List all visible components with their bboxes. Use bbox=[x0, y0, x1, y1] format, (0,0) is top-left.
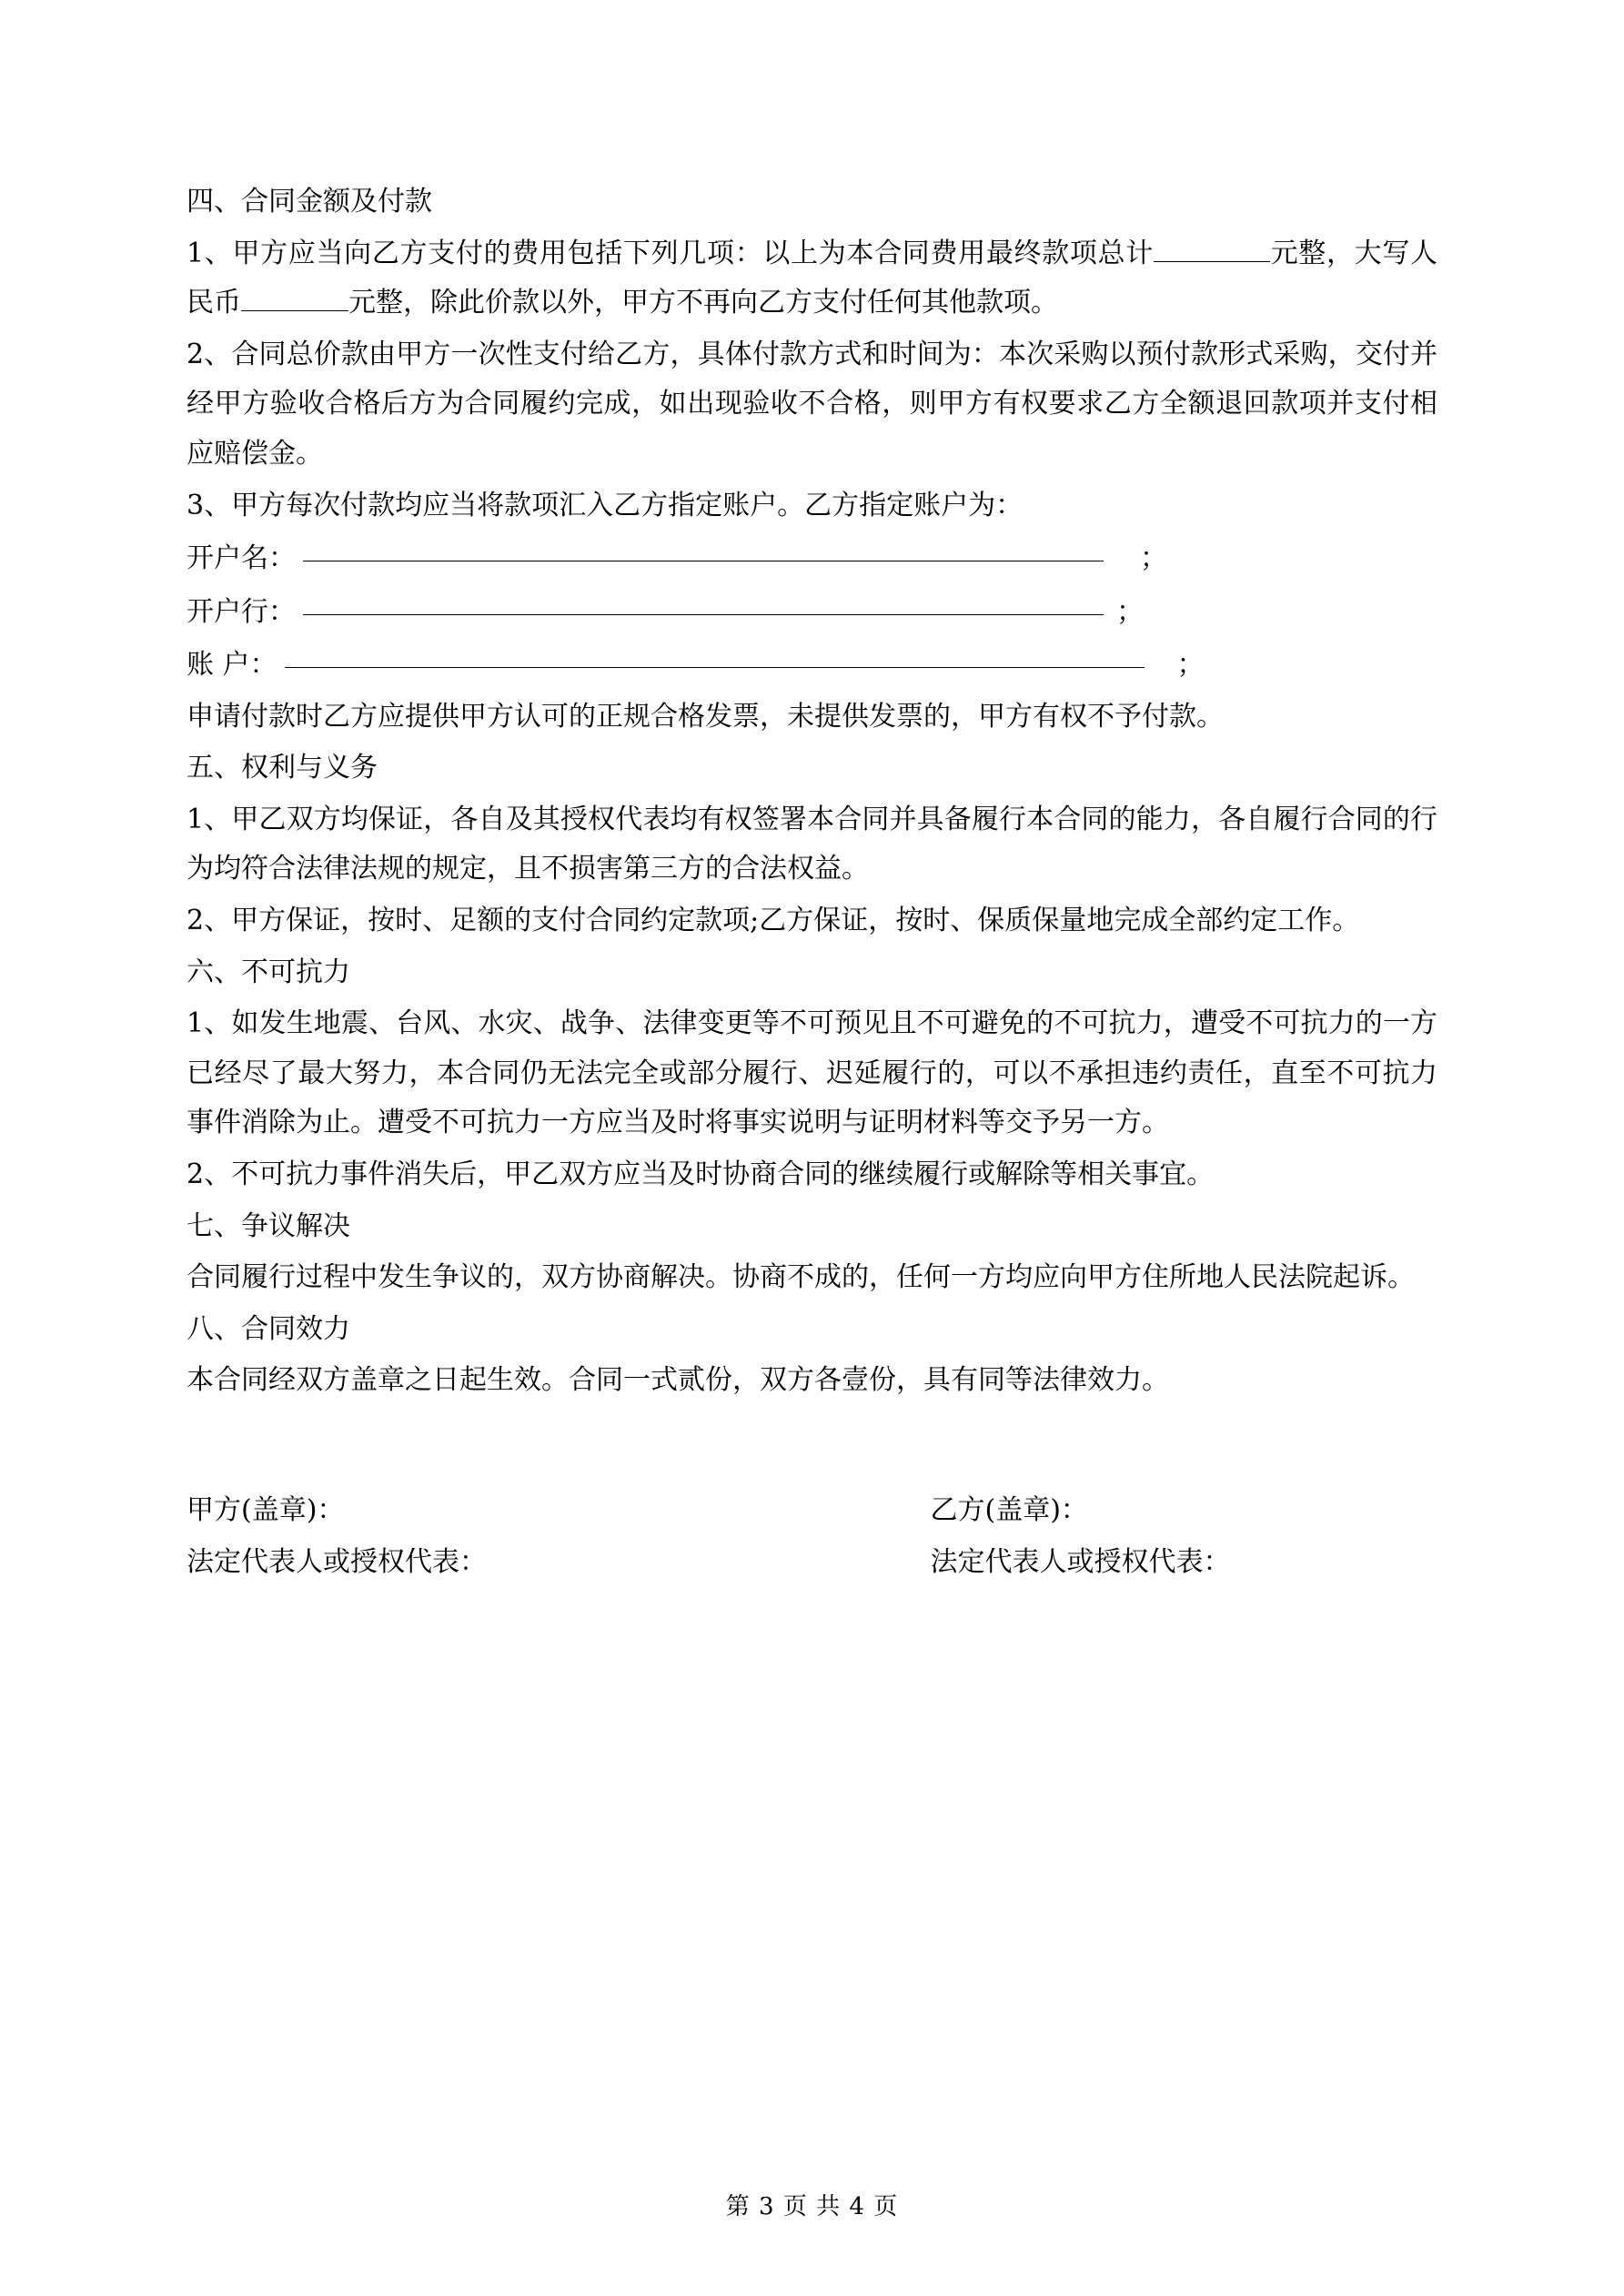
paragraph-4-3: 3、甲方每次付款均应当将款项汇入乙方指定账户。乙方指定账户为： bbox=[187, 489, 1024, 521]
bank-field-account-number-label: 账 户： bbox=[187, 649, 277, 682]
party-b-representative-label: 法定代表人或授权代表： bbox=[930, 1545, 1231, 1578]
signature-block bbox=[187, 1484, 1437, 1588]
total-amount-capital-blank[interactable] bbox=[241, 310, 348, 311]
signature-row-seal bbox=[187, 1484, 1437, 1536]
paragraph-4-1-text-a: 1、甲方应当向乙方支付的费用包括下列几项：以上为本合同费用最终款项总计 bbox=[187, 237, 1154, 269]
bank-field-bank-name-suffix: ； bbox=[1116, 595, 1144, 628]
paragraph-6-2: 2、不可抗力事件消失后，甲乙双方应当及时协商合同的继续履行或解除等相关事宜。 bbox=[187, 1158, 1215, 1190]
section-heading-8: 八、合同效力 bbox=[187, 1312, 350, 1345]
bank-field-account-number-input[interactable] bbox=[285, 667, 1145, 668]
bank-field-account-name-label: 开户名： bbox=[187, 542, 296, 575]
signature-row-representative bbox=[187, 1536, 1437, 1588]
paragraph-4-invoice: 申请付款时乙方应提供甲方认可的正规合格发票，未提供发票的，甲方有权不予付款。 bbox=[187, 700, 1224, 733]
paragraph-4-1 bbox=[187, 229, 1437, 329]
paragraph-6-1: 1、如发生地震、台风、水灾、战争、法律变更等不可预见且不可避免的不可抗力，遭受不可抗力的一方已经尽了最大努力，本合同仍无法完全或部分履行、迟延履行的，可以不承担违约责任，直至不可抗力事件消除为止。遭受不可抗力一方应当及时将事实说明与证明材料等交予另一方。 bbox=[187, 1007, 1437, 1139]
section-heading-7: 七、争议解决 bbox=[187, 1209, 350, 1242]
bank-field-account-number-suffix: ； bbox=[1176, 649, 1205, 682]
party-a-seal-label: 甲方(盖章)： bbox=[187, 1493, 345, 1526]
page-footer: 第 3 页 共 4 页 bbox=[725, 2193, 899, 2220]
paragraph-4-1-text-c: 元整，除此价款以外，甲方不再向乙方支付任何其他款项。 bbox=[348, 287, 1058, 319]
bank-field-account-number bbox=[187, 639, 1437, 693]
paragraph-8-1: 本合同经双方盖章之日起生效。合同一式贰份，双方各壹份，具有同等法律效力。 bbox=[187, 1364, 1169, 1397]
section-heading-4: 四、合同金额及付款 bbox=[187, 186, 432, 217]
paragraph-4-2: 2、合同总价款由甲方一次性支付给乙方，具体付款方式和时间为：本次采购以预付款形式采购，交付并经甲方验收合格后方为合同履约完成，如出现验收不合格，则甲方有权要求乙方全额退回款项并支付相应赔偿金。 bbox=[187, 338, 1437, 470]
bank-field-bank-name-label: 开户行： bbox=[187, 595, 296, 628]
paragraph-5-1: 1、甲乙双方均保证，各自及其授权代表均有权签署本合同并具备履行本合同的能力，各自履行合同的行为均符合法律法规的规定，且不损害第三方的合法权益。 bbox=[187, 803, 1437, 885]
party-a-representative-label: 法定代表人或授权代表： bbox=[187, 1545, 487, 1578]
document-body bbox=[187, 177, 1437, 1588]
bank-field-account-name-suffix: ； bbox=[1140, 542, 1167, 575]
bank-field-bank-name-input[interactable] bbox=[303, 614, 1104, 615]
bank-field-account-name bbox=[187, 532, 1437, 586]
paragraph-7-1: 合同履行过程中发生争议的，双方协商解决。协商不成的，任何一方均应向甲方住所地人民法院起诉。 bbox=[187, 1261, 1415, 1294]
section-heading-5: 五、权利与义务 bbox=[187, 752, 378, 784]
party-b-seal-label: 乙方(盖章)： bbox=[930, 1493, 1088, 1526]
paragraph-4-1-text-b: 元整，大写人民币 bbox=[187, 237, 1438, 319]
paragraph-5-2: 2、甲方保证，按时、足额的支付合同约定款项;乙方保证，按时、保质保量地完成全部约定工作。 bbox=[187, 905, 1360, 937]
section-heading-6: 六、不可抗力 bbox=[187, 956, 350, 988]
bank-field-bank-name bbox=[187, 586, 1437, 640]
total-amount-blank[interactable] bbox=[1154, 261, 1270, 262]
